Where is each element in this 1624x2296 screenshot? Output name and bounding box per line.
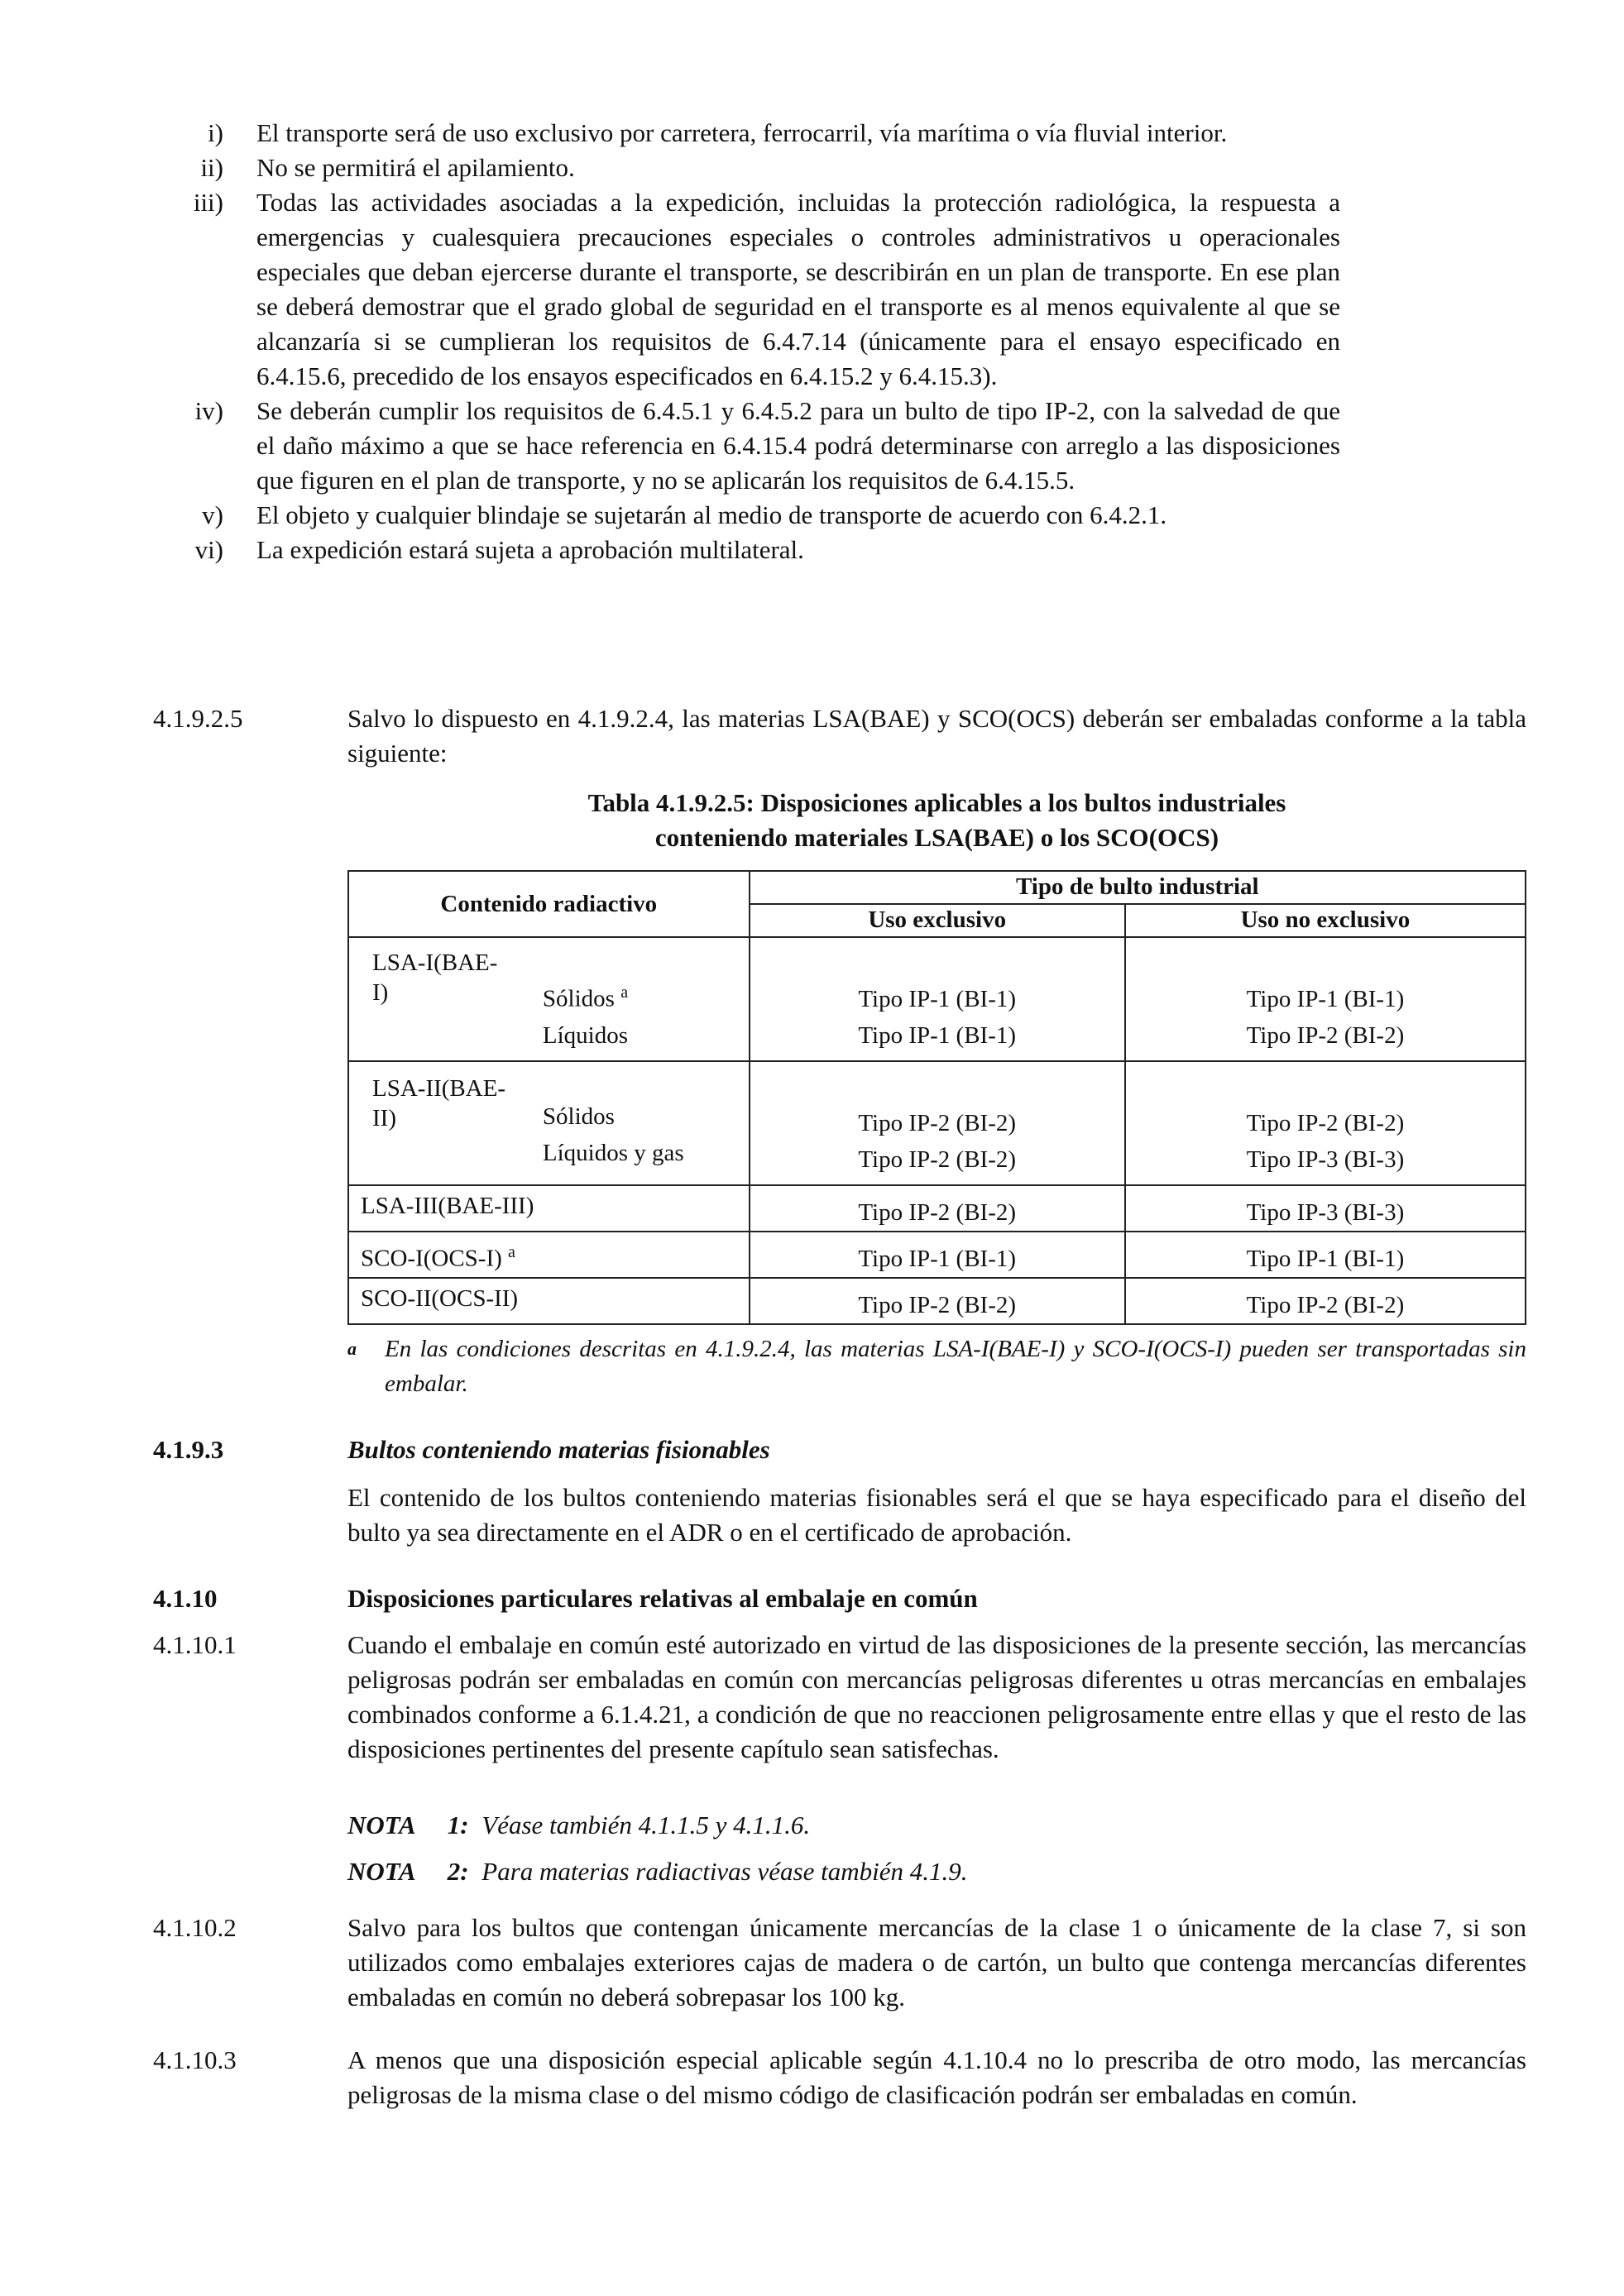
- section-number: 4.1.9.2.5: [153, 704, 243, 733]
- row-lsa-iii-nonexclusive: Tipo IP-3 (BI-3): [1125, 1185, 1526, 1232]
- section-4-1-10-1: [153, 1628, 1526, 1767]
- row-sco-ii-name: SCO-II(OCS-II): [348, 1278, 750, 1324]
- section-number: 4.1.10.3: [153, 2045, 237, 2074]
- list-item: [157, 116, 1531, 151]
- condition-list: [157, 116, 1531, 567]
- row-lsa-ii-name: [348, 1061, 543, 1185]
- subtype-label: Líquidos: [542, 1021, 629, 1049]
- table-cell-value: Tipo IP-1 (BI-1): [1246, 986, 1405, 1012]
- list-marker: vi): [194, 535, 223, 564]
- row-lsa-i-subtypes: [543, 937, 750, 1061]
- footnote-marker: a: [347, 1338, 357, 1359]
- section-4-1-9-3-body: [153, 1480, 1526, 1550]
- row-lsa-iii-exclusive: Tipo IP-2 (BI-2): [750, 1185, 1125, 1232]
- indent-spacer: [153, 1480, 347, 1550]
- note-number: 1:: [447, 1810, 469, 1839]
- list-text: El objeto y cualquier blindaje se sujetarán al medio de transporte de acuerdo con 6.4.2.1.: [256, 500, 1167, 529]
- list-item: [157, 533, 1531, 567]
- row-sco-ii-exclusive: Tipo IP-2 (BI-2): [750, 1278, 1125, 1324]
- list-text: Todas las actividades asociadas a la expedición, incluidas la protección radiológica, la respuesta a emergencias y cualesquiera precauciones especiales o controles administrativos u operacionales especiales que deban ejercerse durante el transporte, se describirán en un plan de transporte. En ese plan se deberá demostrar que el grado global de seguridad en el transporte es al menos equivalente al que se alcanzaría si se cumplieran los requisitos de 6.4.7.14 (únicamente para el ensayo especificado en 6.4.15.6, precedido de los ensayos especificados en 6.4.15.2 y 6.4.15.3).: [256, 188, 1340, 390]
- row-lsa-ii-subtypes: [543, 1061, 750, 1185]
- list-marker: iii): [193, 188, 223, 217]
- list-text: El transporte será de uso exclusivo por carretera, ferrocarril, vía marítima o vía fluvial interior.: [256, 118, 1228, 147]
- section-number: 4.1.10.2: [153, 1913, 237, 1942]
- list-item: [157, 394, 1531, 498]
- note-text: Para materias radiactivas véase también 4.1.9.: [481, 1857, 968, 1886]
- row-label: SCO-I(OCS-I): [361, 1245, 502, 1272]
- section-4-1-9-2-5: [153, 701, 1526, 771]
- row-lsa-i-exclusive: [750, 937, 1125, 1061]
- row-lsa-ii-nonexclusive: [1125, 1061, 1526, 1185]
- list-text: No se permitirá el apilamiento.: [256, 153, 575, 182]
- row-label: LSA-II(BAE-II): [372, 1075, 506, 1131]
- row-sco-ii-nonexclusive: Tipo IP-2 (BI-2): [1125, 1278, 1526, 1324]
- header-content: Contenido radiactivo: [348, 871, 750, 937]
- footnote-ref: a: [508, 1243, 515, 1261]
- subtype-label: Líquidos y gas: [542, 1140, 684, 1166]
- table-cell-value: Tipo IP-2 (BI-2): [858, 1146, 1017, 1173]
- row-sco-i-nonexclusive: Tipo IP-1 (BI-1): [1125, 1232, 1526, 1278]
- note-2: [347, 1854, 967, 1889]
- list-text: Se deberán cumplir los requisitos de 6.4.5.1 y 6.4.5.2 para un bulto de tipo IP-2, con la salvedad de que el daño máximo a que se hace referencia en 6.4.15.4 podrá determinarse con arreglo a las disposiciones que figuren en el plan de transporte, y no se aplicarán los requisitos de 6.4.15.5.: [256, 396, 1340, 495]
- footnote-text: En las condiciones descritas en 4.1.9.2.4, las materias LSA-I(BAE-I) y SCO-I(OCS-I) pueden ser transportadas sin embalar.: [385, 1336, 1526, 1397]
- section-4-1-10: [153, 1581, 1526, 1616]
- row-lsa-i-name: [348, 937, 543, 1061]
- header-exclusive-use: Uso exclusivo: [750, 904, 1125, 937]
- subtype-label: Sólidos: [542, 1103, 615, 1130]
- row-label: LSA-I(BAE-I): [372, 949, 498, 1006]
- table-cell-value: Tipo IP-2 (BI-2): [1246, 1110, 1405, 1136]
- table-caption-line: Tabla 4.1.9.2.5: Disposiciones aplicables a los bultos industriales: [587, 788, 1286, 817]
- row-lsa-iii-name: LSA-III(BAE-III): [348, 1185, 750, 1232]
- packaging-table: [347, 870, 1526, 1325]
- row-sco-i-exclusive: Tipo IP-1 (BI-1): [750, 1232, 1125, 1278]
- section-4-1-9-3: [153, 1433, 1526, 1467]
- table-cell-value: Tipo IP-1 (BI-1): [858, 1022, 1017, 1049]
- list-item: [157, 185, 1531, 394]
- note-text: Véase también 4.1.1.5 y 4.1.1.6.: [481, 1810, 811, 1839]
- section-title: Disposiciones particulares relativas al embalaje en común: [347, 1584, 978, 1613]
- section-text: Cuando el embalaje en común esté autorizado en virtud de las disposiciones de la presente sección, las mercancías peligrosas podrán ser embaladas en común con mercancías peligrosas diferentes u otras mercancías en embalajes combinados conforme a 6.1.4.21, a condición de que no reaccionen peligrosamente entre ellas y que el resto de las disposiciones pertinentes del presente capítulo sean satisfechas.: [347, 1630, 1526, 1763]
- table-caption-line: conteniendo materiales LSA(BAE) o los SCO(OCS): [654, 823, 1219, 852]
- section-4-1-10-2: [153, 1911, 1526, 2015]
- note-1: [347, 1808, 810, 1843]
- list-text: La expedición estará sujeta a aprobación multilateral.: [256, 535, 804, 564]
- section-4-1-10-3: [153, 2043, 1526, 2112]
- list-item: [157, 151, 1531, 185]
- section-number: 4.1.9.3: [153, 1435, 224, 1464]
- section-text: Salvo lo dispuesto en 4.1.9.2.4, las materias LSA(BAE) y SCO(OCS) deberán ser embaladas conforme a la tabla siguiente:: [347, 704, 1526, 768]
- list-marker: iv): [194, 396, 223, 425]
- row-lsa-i-nonexclusive: [1125, 937, 1526, 1061]
- subtype-label: Sólidos: [542, 985, 615, 1012]
- row-sco-i-name: [348, 1232, 750, 1278]
- list-marker: ii): [200, 153, 223, 182]
- section-title: Bultos conteniendo materias fisionables: [347, 1435, 770, 1464]
- list-marker: i): [208, 118, 223, 147]
- note-number: 2:: [447, 1857, 469, 1886]
- list-item: [157, 498, 1531, 533]
- note-label: NOTA: [347, 1810, 416, 1839]
- section-text: A menos que una disposición especial aplicable según 4.1.10.4 no lo prescriba de otro modo, las mercancías peligrosas de la misma clase o del mismo código de clasificación podrán ser embaladas en común.: [347, 2045, 1526, 2109]
- list-marker: v): [202, 500, 223, 529]
- table-cell-value: Tipo IP-2 (BI-2): [858, 1110, 1017, 1136]
- note-label: NOTA: [347, 1857, 416, 1886]
- table-cell-value: Tipo IP-3 (BI-3): [1246, 1146, 1405, 1173]
- header-package-type: Tipo de bulto industrial: [750, 871, 1526, 904]
- table-caption: [347, 786, 1526, 855]
- section-number: 4.1.10: [153, 1584, 218, 1613]
- table-cell-value: Tipo IP-2 (BI-2): [1246, 1022, 1405, 1049]
- footnote-ref: a: [620, 983, 629, 1002]
- row-lsa-ii-exclusive: [750, 1061, 1125, 1185]
- section-text: Salvo para los bultos que contengan únicamente mercancías de la clase 1 o únicamente de la clase 7, si son utilizados como embalajes exteriores cajas de madera o de cartón, un bulto que contenga mercancías diferentes embaladas en común no deberá sobrepasar los 100 kg.: [347, 1913, 1526, 2011]
- section-number: 4.1.10.1: [153, 1630, 237, 1659]
- header-non-exclusive-use: Uso no exclusivo: [1125, 904, 1526, 937]
- table-cell-value: Tipo IP-1 (BI-1): [858, 986, 1017, 1012]
- section-text: El contenido de los bultos conteniendo materias fisionables será el que se haya especificado para el diseño del bulto ya sea directamente en el ADR o en el certificado de aprobación.: [347, 1483, 1526, 1547]
- table-footnote: [347, 1332, 1526, 1401]
